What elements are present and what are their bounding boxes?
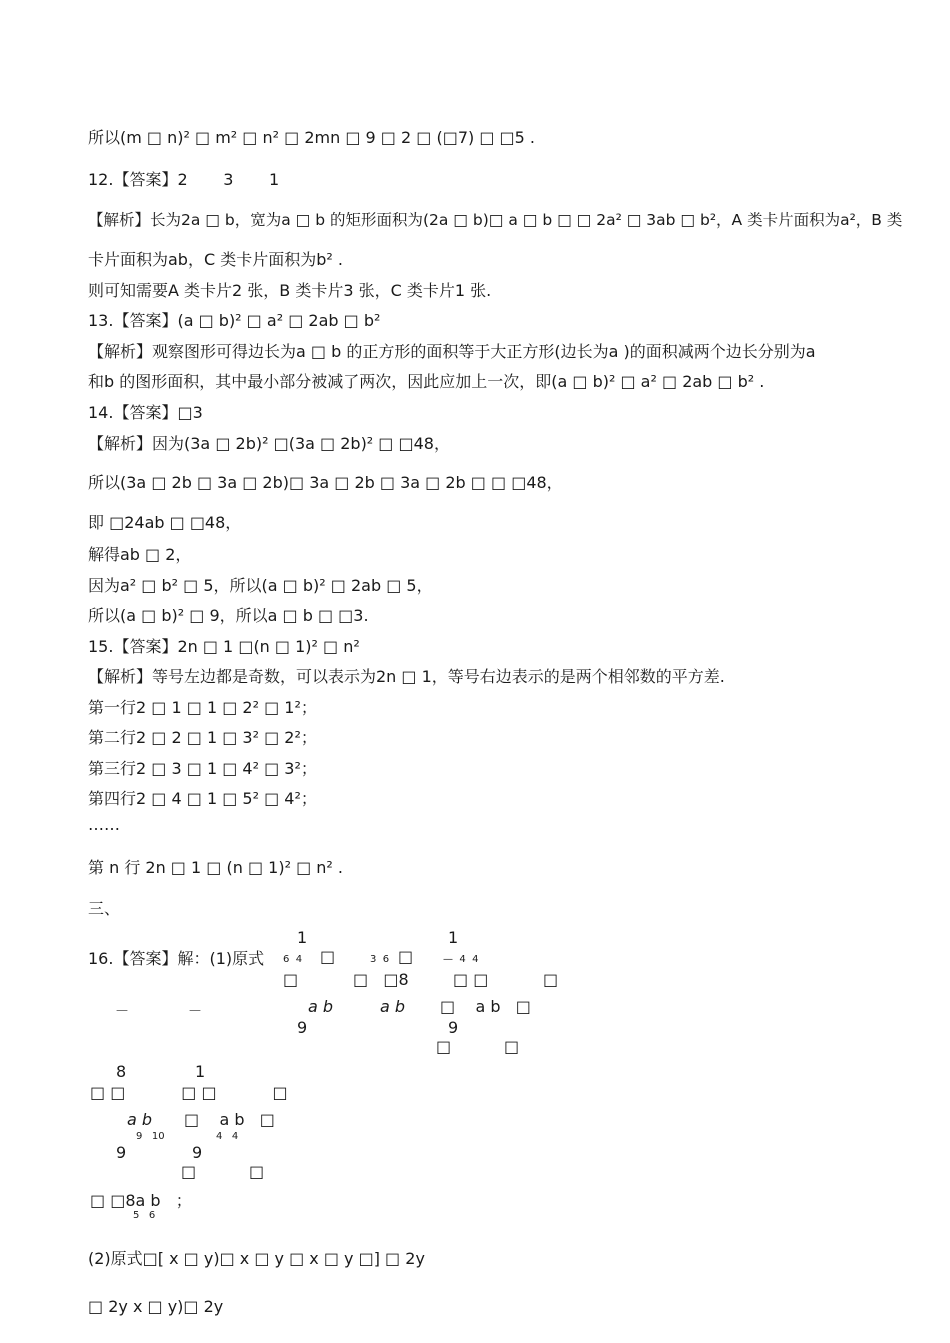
text-line: 因为a² □ b² □ 5，所以(a □ b)² □ 2ab □ 5， [88, 576, 433, 595]
text-line: 所以(a □ b)² □ 9，所以a □ b □ □3. [88, 606, 369, 625]
math-fragment: 1 [448, 928, 459, 947]
ellipsis: …… [88, 815, 120, 834]
answer-12: 12.【答案】2 3 1 [88, 170, 280, 189]
math-fragment: □ [181, 1162, 197, 1181]
analysis-15: 【解析】等号左边都是奇数，可以表示为2n □ 1，等号右边表示的是两个相邻数的平方差. [88, 667, 725, 686]
text-line: 和b 的图形面积，其中最小部分被减了两次，因此应加上一次，即(a □ b)² □ a² □ 2ab □ b² . [88, 372, 765, 391]
math-fragment: □ □8 [353, 970, 409, 989]
text-line: 卡片面积为ab，C 类卡片面积为b² . [88, 250, 343, 269]
math-fragment: 9 [448, 1018, 459, 1037]
math-fragment: 9 [192, 1143, 203, 1162]
math-fragment: □ a b □ [184, 1110, 275, 1129]
math-fragment: 8 [116, 1062, 127, 1081]
math-exponent: 3 6 [370, 954, 390, 965]
math-fragment: 1 [195, 1062, 206, 1081]
text-line: 则可知需要A 类卡片2 张，B 类卡片3 张，C 类卡片1 张. [88, 281, 492, 300]
analysis-14: 【解析】因为(3a □ 2b)² □(3a □ 2b)² □ □48， [88, 434, 450, 453]
text-line: 第三行2 □ 3 □ 1 □ 4² □ 3²； [88, 759, 317, 778]
text-line: 第二行2 □ 2 □ 1 □ 3² □ 2²； [88, 728, 317, 747]
text-line: 解得ab □ 2， [88, 545, 192, 564]
math-fragment: 1 [297, 928, 308, 947]
math-result: □ □8a b ； [90, 1191, 192, 1210]
answer-13: 13.【答案】(a □ b)² □ a² □ 2ab □ b² [88, 311, 381, 330]
math-exponent: 5 6 [133, 1210, 156, 1221]
math-fragment: □ [504, 1037, 520, 1056]
math-fragment: □ [283, 970, 299, 989]
math-exponent: 4 4 [216, 1131, 239, 1142]
math-fragment: □ [398, 947, 414, 966]
text-line: (2)原式□[ x □ y)□ x □ y □ x □ y □] □ 2y [88, 1249, 425, 1268]
math-fragment: □ [543, 970, 559, 989]
text-line: 所以(3a □ 2b □ 3a □ 2b)□ 3a □ 2b □ 3a □ 2b □ □ □48， [88, 473, 563, 492]
text-line: 第四行2 □ 4 □ 1 □ 5² □ 4²； [88, 789, 317, 808]
math-fragment: □ □ □ □ □ [90, 1083, 288, 1102]
math-fragment: a b [380, 997, 406, 1016]
math-fragment: □ a b □ [440, 997, 531, 1016]
analysis-13: 【解析】观察图形可得边长为a □ b 的正方形的面积等于大正方形(边长为a )的面积减两个边长分别为a [88, 342, 816, 361]
math-dash: — [189, 1003, 201, 1017]
text-line: 第 n 行 2n □ 1 □ (n □ 1)² □ n² . [88, 858, 344, 877]
math-fragment: a b [308, 997, 334, 1016]
math-dash: — [116, 1003, 128, 1017]
math-fragment: □ □ [453, 970, 489, 989]
math-fragment: □ [436, 1037, 452, 1056]
math-exponent: 9 10 [136, 1131, 165, 1142]
text-line: 第一行2 □ 1 □ 1 □ 2² □ 1²； [88, 698, 317, 717]
text-line: 即 □24ab □ □48， [88, 513, 242, 532]
section-heading: 三、 [88, 899, 121, 918]
answer-16: 16.【答案】解：(1)原式 [88, 949, 265, 968]
text-line: 所以(m □ n)² □ m² □ n² □ 2mn □ 9 □ 2 □ (□7) □ □5 . [88, 128, 536, 147]
math-fragment: □ [249, 1162, 265, 1181]
math-exponent: 6 4 [283, 954, 303, 965]
math-fragment: 9 [116, 1143, 127, 1162]
analysis-12: 【解析】长为2a □ b，宽为a □ b 的矩形面积为(2a □ b)□ a □ b □ □ 2a² □ 3ab □ b²，A 类卡片面积为a²，B 类 [88, 211, 903, 229]
math-exponent: — 4 4 [443, 954, 479, 965]
text-line: □ 2y x □ y)□ 2y [88, 1297, 224, 1316]
math-fragment: 9 [297, 1018, 308, 1037]
math-fragment: a b [127, 1110, 153, 1129]
answer-14: 14.【答案】□3 [88, 403, 203, 422]
answer-15: 15.【答案】2n □ 1 □(n □ 1)² □ n² [88, 637, 360, 656]
math-fragment: □ [320, 947, 336, 966]
